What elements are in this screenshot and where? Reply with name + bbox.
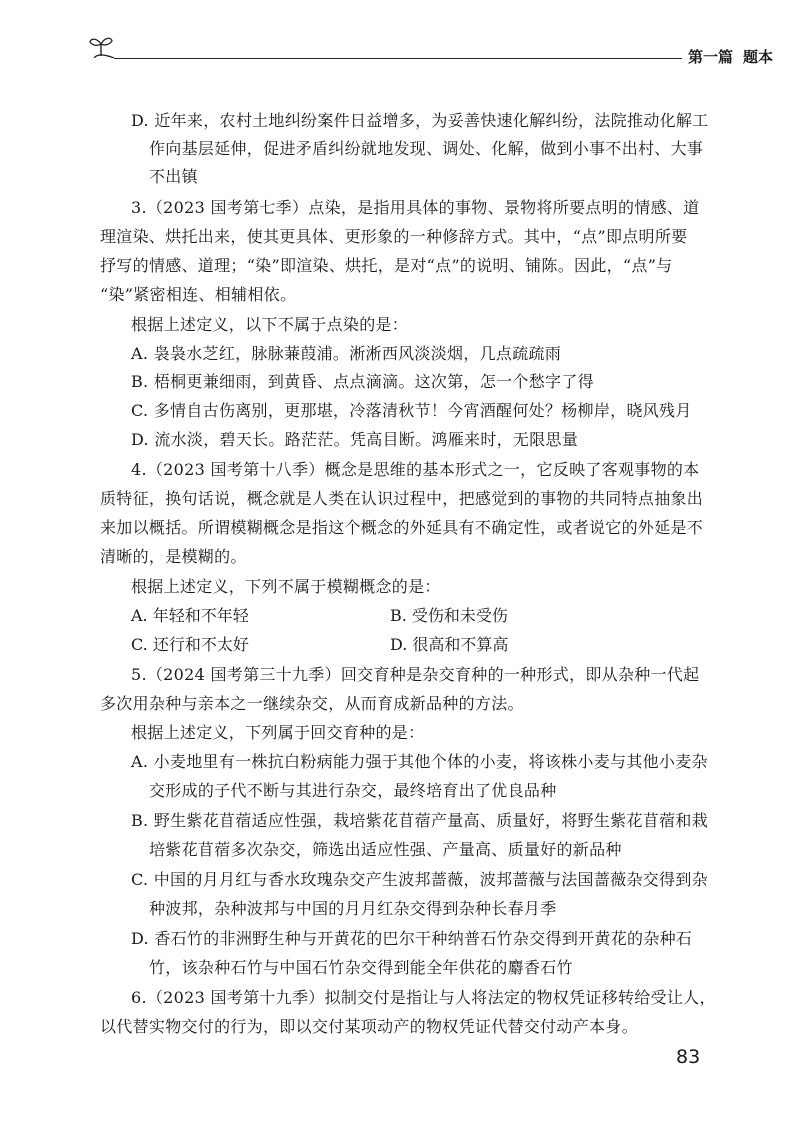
section-title: [688, 46, 783, 67]
q3-prompt: 根据上述定义，以下不属于点染的是：: [131, 315, 409, 334]
sprout-icon: [88, 34, 114, 58]
q5-option-a-line-2: 交形成的子代不断与其进行杂交，最终培育出了优良品种: [149, 781, 557, 800]
q2-option-d-line-2: 作向基层延伸，促进矛盾纠纷就地发现、调处、化解，做到小事不出村、大事: [149, 139, 704, 158]
q2-option-d-line-1: D. 近年来，农村土地纠纷案件日益增多，为妥善快速化解纠纷，法院推动化解工: [131, 111, 709, 130]
q5-option-a-line-1: A. 小麦地里有一株抗白粉病能力强于其他个体的小麦，将该株小麦与其他小麦杂: [131, 752, 708, 771]
q3-stem-line-3: 抒写的情感、道理；“染”即渲染、烘托，是对“点”的说明、铺陈。因此，“点”与: [100, 256, 673, 275]
q5-option-c-line-2: 种波邦，杂种波邦与中国的月月红杂交得到杂种长春月季: [149, 899, 557, 918]
q3-stem-line-1: 3.（2023 国考第七季）点染，是指用具体的事物、景物将所要点明的情感、道: [131, 198, 700, 217]
q3-stem-line-4: “染”紧密相连、相辅相依。: [100, 285, 297, 304]
header-rule: [114, 58, 682, 59]
q6-stem-line-1: 6.（2023 国考第十九季）拟制交付是指让与人将法定的物权凭证移转给受让人，: [131, 988, 716, 1007]
q2-option-d-line-3: 不出镇: [149, 167, 198, 186]
part-label: 第一篇: [688, 48, 734, 66]
q5-stem-line-2: 多次用杂种与亲本之一继续杂交，从而育成新品种的方法。: [100, 694, 524, 713]
q4-option-a: A. 年轻和不年轻: [131, 606, 249, 625]
q3-option-d: D. 流水淡，碧天长。路茫茫。凭高目断。鸿雁来时，无限思量: [131, 430, 579, 449]
q5-option-c-line-1: C. 中国的月月红与香水玫瑰杂交产生波邦蔷薇，波邦蔷薇与法国蔷薇杂交得到杂: [131, 870, 708, 889]
q3-option-b: B. 梧桐更兼细雨，到黄昏、点点滴滴。这次第，怎一个愁字了得: [131, 372, 594, 391]
running-header: [88, 32, 774, 72]
q3-stem-line-2: 理渲染、烘托出来，使其更具体、更形象的一种修辞方式。其中，“点”即点明所要: [100, 227, 688, 246]
q4-stem-line-2: 质特征，换句话说，概念就是人类在认识过程中，把感觉到的事物的共同特点抽象出: [100, 489, 704, 508]
q5-option-b-line-2: 培紫花苜蓿多次杂交，筛选出适应性强、产量高、质量好的新品种: [149, 840, 622, 859]
q4-stem-line-1: 4.（2023 国考第十八季）概念是思维的基本形式之一，它反映了客观事物的本: [131, 460, 700, 479]
q5-option-b-line-1: B. 野生紫花苜蓿适应性强，栽培紫花苜蓿产量高、质量好，将野生紫花苜蓿和栽: [131, 811, 709, 830]
q3-option-c: C. 多情自古伤离别，更那堪，冷落清秋节！今宵酒醒何处？杨柳岸，晓风残月: [131, 401, 692, 420]
q4-option-c: C. 还行和不太好: [131, 635, 249, 654]
q4-stem-line-3: 来加以概括。所谓模糊概念是指这个概念的外延具有不确定性，或者说它的外延是不: [100, 518, 704, 537]
q6-stem-line-2: 以代替实物交付的行为，即以交付某项动产的物权凭证代替交付动产本身。: [100, 1017, 638, 1036]
q5-prompt: 根据上述定义，下列属于回交育种的是：: [131, 723, 425, 742]
q3-option-a: A. 袅袅水芝红，脉脉蒹葭浦。淅淅西风淡淡烟，几点疏疏雨: [131, 344, 562, 363]
q5-option-d-line-2: 竹，该杂种石竹与中国石竹杂交得到能全年供花的麝香石竹: [149, 958, 573, 977]
q4-prompt: 根据上述定义，下列不属于模糊概念的是：: [131, 577, 441, 596]
page-number: 83: [676, 1046, 701, 1068]
q4-option-d: D. 很高和不算高: [390, 635, 509, 654]
q4-stem-line-4: 清晰的，是模糊的。: [100, 547, 247, 566]
q5-option-d-line-1: D. 香石竹的非洲野生种与开黄花的巴尔干种纳普石竹杂交得到开黄花的杂种石: [131, 929, 693, 948]
q4-option-b: B. 受伤和未受伤: [390, 606, 508, 625]
q5-stem-line-1: 5.（2024 国考第三十九季）回交育种是杂交育种的一种形式，即从杂种一代起: [131, 665, 700, 684]
part-subtitle: 题本: [743, 48, 774, 66]
